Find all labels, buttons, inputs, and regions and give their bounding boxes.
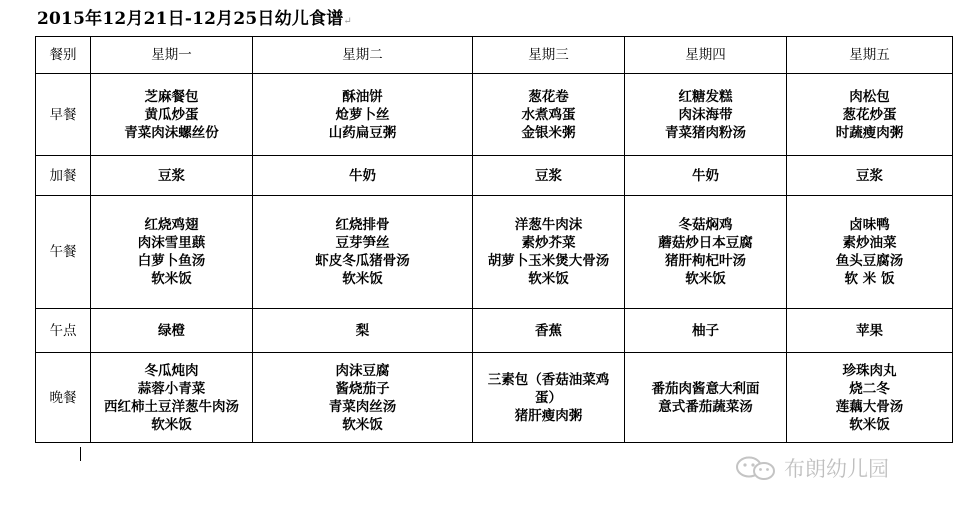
text-cursor xyxy=(80,447,81,461)
dish-item: 炝萝卜丝 xyxy=(335,106,390,123)
dish-item: 肉松包 xyxy=(849,88,890,105)
table-row xyxy=(36,74,953,156)
dish-item: 猪肝枸杞叶汤 xyxy=(665,253,746,269)
dish-item: 蘑菇炒日本豆腐 xyxy=(658,235,753,251)
dish-item: 牛奶 xyxy=(692,167,719,184)
dish-item: 意式番茄蔬菜汤 xyxy=(658,398,753,415)
wechat-logo-icon xyxy=(734,455,778,481)
dish-item: 梨 xyxy=(355,322,370,339)
header-day-label: 星期五 xyxy=(849,47,890,63)
watermark-text: 布朗幼儿园 xyxy=(784,457,889,481)
dish-item: 鱼头豆腐汤 xyxy=(835,253,904,269)
header-day xyxy=(473,37,625,74)
dish-item: 水煮鸡蛋 xyxy=(521,106,576,123)
dish-item: 洋葱牛肉沫 xyxy=(514,217,583,233)
menu-cell xyxy=(787,196,953,309)
header-day-label: 星期四 xyxy=(685,47,726,63)
table-row xyxy=(36,353,953,443)
dish-item: 香蕉 xyxy=(535,322,562,339)
dish-item: 绿橙 xyxy=(158,322,185,339)
dish-item: 葱花炒蛋 xyxy=(842,106,897,123)
dish-item: 白萝卜鱼汤 xyxy=(137,253,206,269)
menu-cell xyxy=(473,74,625,156)
header-day xyxy=(91,37,253,74)
dish-item: 肉沫豆腐 xyxy=(335,362,390,379)
menu-cell xyxy=(253,309,473,353)
menu-cell xyxy=(253,156,473,196)
dish-item: 青菜肉丝汤 xyxy=(328,398,397,415)
table-row xyxy=(36,156,953,196)
dish-item: 酥油饼 xyxy=(342,88,383,105)
dish-item: 珍珠肉丸 xyxy=(842,362,897,379)
menu-cell xyxy=(787,74,953,156)
header-day-label: 星期二 xyxy=(342,47,383,63)
dish-item: 酱烧茄子 xyxy=(335,380,390,397)
dish-item: 三素包（香菇油菜鸡 xyxy=(487,371,610,388)
menu-cell xyxy=(253,196,473,309)
menu-cell xyxy=(91,196,253,309)
dish-item: 软米饭 xyxy=(528,271,569,287)
dish-item: 冬菇焖鸡 xyxy=(678,217,733,233)
dish-item: 蛋） xyxy=(535,389,562,406)
menu-cell xyxy=(625,196,787,309)
meal-label: 午餐 xyxy=(36,196,91,309)
header-corner xyxy=(36,37,91,74)
menu-cell xyxy=(91,353,253,443)
menu-cell xyxy=(91,74,253,156)
dish-item: 软米饭 xyxy=(342,271,383,287)
dish-item: 软米饭 xyxy=(685,271,726,287)
menu-cell xyxy=(625,309,787,353)
dish-item: 肉沫雪里蕻 xyxy=(137,235,206,251)
dish-item: 青菜猪肉粉汤 xyxy=(665,124,746,141)
meal-label: 加餐 xyxy=(36,156,91,196)
menu-table xyxy=(35,36,953,443)
menu-cell xyxy=(625,353,787,443)
dish-item: 红烧排骨 xyxy=(335,217,390,233)
dish-item: 肉沫海带 xyxy=(678,106,733,123)
dish-item: 软米饭 xyxy=(151,271,192,287)
dish-item: 烧二冬 xyxy=(849,380,890,397)
menu-cell xyxy=(253,74,473,156)
header-day xyxy=(787,37,953,74)
header-day-label: 星期三 xyxy=(528,47,569,63)
dish-item: 青菜肉沫螺丝份 xyxy=(124,124,219,141)
menu-cell xyxy=(625,156,787,196)
page-title xyxy=(37,4,352,29)
dish-item: 软米饭 xyxy=(151,416,192,433)
header-day-label: 星期一 xyxy=(151,47,192,63)
dish-item: 虾皮冬瓜猪骨汤 xyxy=(315,253,410,269)
dish-item: 软米饭 xyxy=(849,416,890,433)
dish-item: 冬瓜炖肉 xyxy=(144,362,199,379)
dish-item: 豆芽笋丝 xyxy=(335,235,390,251)
dish-item: 红糖发糕 xyxy=(678,88,733,105)
dish-item: 金银米粥 xyxy=(521,124,576,141)
dish-item: 软米饭 xyxy=(342,416,383,433)
header-corner-label: 餐别 xyxy=(49,47,77,63)
dish-item: 胡萝卜玉米煲大骨汤 xyxy=(487,253,610,269)
dish-item: 豆浆 xyxy=(535,167,562,184)
dish-item: 红烧鸡翅 xyxy=(144,217,199,233)
page-title-text: 2015年12月21日-12月25日幼儿食谱 xyxy=(37,9,344,29)
dish-item: 蒜蓉小青菜 xyxy=(137,380,206,397)
paragraph-mark: ↵ xyxy=(343,16,352,27)
menu-cell xyxy=(787,156,953,196)
dish-item: 时蔬瘦肉粥 xyxy=(835,124,904,141)
dish-item: 牛奶 xyxy=(349,167,376,184)
watermark xyxy=(734,455,889,481)
dish-item: 西红柿土豆洋葱牛肉汤 xyxy=(104,398,239,415)
dish-item: 葱花卷 xyxy=(528,88,569,105)
dish-item: 软 米 饭 xyxy=(844,271,895,287)
meal-label: 午点 xyxy=(36,309,91,353)
menu-cell xyxy=(625,74,787,156)
dish-item: 山药扁豆粥 xyxy=(328,124,397,141)
dish-item: 卤味鸭 xyxy=(849,217,890,233)
dish-item: 豆浆 xyxy=(158,167,185,184)
meal-label: 早餐 xyxy=(36,74,91,156)
menu-cell xyxy=(473,196,625,309)
menu-cell xyxy=(253,353,473,443)
menu-cell xyxy=(787,353,953,443)
menu-cell xyxy=(473,156,625,196)
dish-item: 柚子 xyxy=(692,322,719,339)
dish-item: 苹果 xyxy=(856,322,883,339)
dish-item: 素炒芥菜 xyxy=(521,235,576,251)
meal-label: 晚餐 xyxy=(36,353,91,443)
menu-cell xyxy=(787,309,953,353)
dish-item: 猪肝瘦肉粥 xyxy=(514,407,583,424)
menu-cell xyxy=(473,309,625,353)
table-header-row xyxy=(36,37,953,74)
dish-item: 素炒油菜 xyxy=(842,235,897,251)
dish-item: 莲藕大骨汤 xyxy=(835,398,904,415)
dish-item: 黄瓜炒蛋 xyxy=(144,106,199,123)
dish-item: 豆浆 xyxy=(856,167,883,184)
header-day xyxy=(253,37,473,74)
header-day xyxy=(625,37,787,74)
table-row xyxy=(36,309,953,353)
menu-cell xyxy=(91,309,253,353)
dish-item: 番茄肉酱意大利面 xyxy=(651,380,760,397)
menu-cell xyxy=(91,156,253,196)
table-row xyxy=(36,196,953,309)
menu-cell xyxy=(473,353,625,443)
dish-item: 芝麻餐包 xyxy=(144,88,199,105)
